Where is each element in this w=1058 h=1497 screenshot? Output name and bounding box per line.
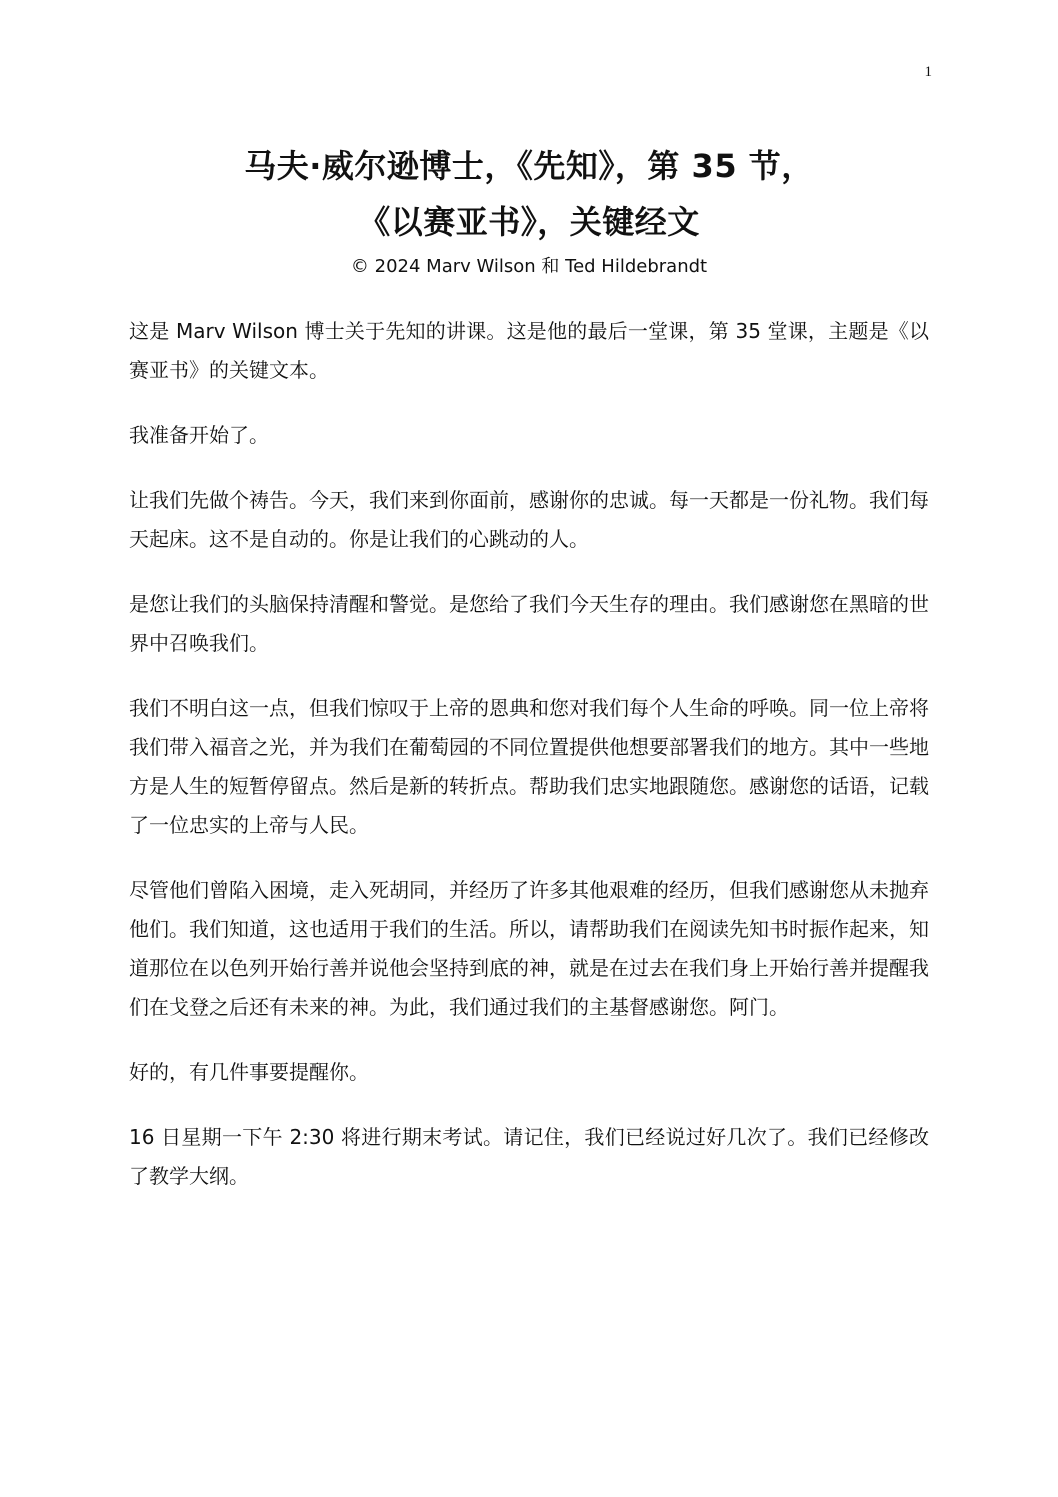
paragraph-exam: 16 日星期一下午 2:30 将进行期末考试。请记住，我们已经说过好几次了。我们已经修改了教学大纲。: [129, 1125, 929, 1188]
paragraph-ready: 我准备开始了。: [129, 423, 269, 447]
paragraph-reminders: 好的，有几件事要提醒你。: [129, 1060, 369, 1084]
document-title-line-2: 《以赛亚书》，关键经文: [358, 203, 700, 241]
paragraph-prayer-2: 是您让我们的头脑保持清醒和警觉。是您给了我们今天生存的理由。我们感谢您在黑暗的世界中召唤我们。: [129, 592, 929, 655]
copyright-line: © 2024 Marv Wilson 和 Ted Hildebrandt: [350, 256, 708, 277]
paragraph-intro: 这是 Marv Wilson 博士关于先知的讲课。这是他的最后一堂课，第 35 堂课，主题是《以赛亚书》的关键文本。: [129, 319, 929, 382]
paragraph-prayer-1: 让我们先做个祷告。今天，我们来到你面前，感谢你的忠诚。每一天都是一份礼物。我们每天起床。这不是自动的。你是让我们的心跳动的人。: [129, 488, 929, 551]
paragraph-prayer-3: 我们不明白这一点，但我们惊叹于上帝的恩典和您对我们每个人生命的呼唤。同一位上帝将我们带入福音之光，并为我们在葡萄园的不同位置提供他想要部署我们的地方。其中一些地方是人生的短暂停留点。然后是新的转折点。帮助我们忠实地跟随您。感谢您的话语，记载了一位忠实的上帝与人民。: [129, 696, 929, 837]
paragraph-prayer-4: 尽管他们曾陷入困境，走入死胡同，并经历了许多其他艰难的经历，但我们感谢您从未抛弃他们。我们知道，这也适用于我们的生活。所以，请帮助我们在阅读先知书时振作起来，知道那位在以色列开始行善并说他会坚持到底的神，就是在过去在我们身上开始行善并提醒我们在戈登之后还有未来的神。为此，我们通过我们的主基督感谢您。阿门。: [129, 878, 929, 1019]
page-number: 1: [924, 64, 932, 80]
body-text: [129, 312, 929, 1222]
document-title-line-1: 马夫·威尔逊博士，《先知》，第 35 节，: [244, 147, 814, 185]
title-block: [0, 138, 1058, 282]
